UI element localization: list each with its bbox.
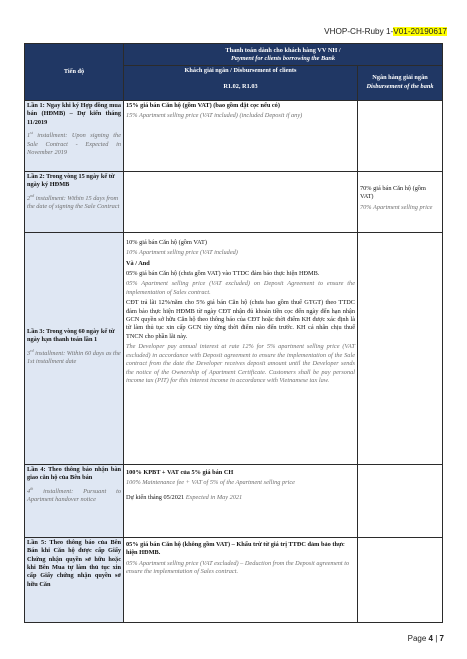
table-header-row (25, 44, 443, 66)
installment-5-bank-cell (358, 537, 443, 622)
page-footer (408, 634, 444, 643)
installment-3-p1-en: 10% Apartment selling price (VAT included) (126, 249, 238, 257)
installment-1-cell: Lần 1: Ngay khi ký Hợp đồng mua bán (HĐMB) – Dự kiến tháng 11/2019 1st installment: Upon signing the Sale Contract - Expected in November 2019 (25, 100, 124, 171)
installment-2-client-cell (124, 171, 358, 232)
installment-3-p3-en: The Developer pay annual interest at rate 12% for 5% apartment selling price (VAT excluded) in accordance with Deposit agreement to ensure the implementation of the Sale contract from the date the Developer receives deposit amount until the Developer sends the notice of the Ownership of Apartment Certificate. Customers shall be pay personal income tax (PIT) for this interest income in accordance with Vietnamese tax law. (126, 343, 355, 384)
installment-3-p3-vi: CĐT trả lãi 12%/năm cho 5% giá bán Căn hộ (chưa bao gồm thuế GTGT) theo TTDC đảm bảo thực hiện HĐMB từ ngày CĐT nhận đủ khoản tiền cọc đến ngày đến hạn nhận GCN quyền sở hữu Căn hộ theo thông báo của CĐT hoặc thời điểm KH được xác định là từ làm thủ tục xin cấp GCN tùy từng thời điểm nào đến trước. KH cá nhân chịu thuế TNCN cho phần lãi này. (126, 299, 355, 340)
installment-3-en: installment: Within 60 days as the 1st installment date (27, 349, 121, 366)
table-row (25, 232, 443, 464)
header-group-vi: Thanh toán dành cho khách hàng VV NH / (225, 47, 341, 54)
installment-4-client-cell (124, 464, 358, 537)
header-schedule (25, 44, 124, 101)
installment-3-p2-en: 05% Apartment selling price (VAT excluded) on Deposit Agreement to ensure the implementation of Sales contract. (126, 280, 355, 296)
installment-4-cell: Lần 4: Theo thông báo nhận bàn giao căn hộ của Bên bán 4th installment: Pursuant to Apartment handover notice (25, 464, 124, 537)
installment-1-en: installment: Upon signing the Sale Contract - Expected in November 2019 (27, 132, 121, 156)
document-version-highlight: V01-20190617 (393, 27, 447, 36)
document-code (324, 27, 447, 36)
page-separator: | (435, 634, 438, 643)
installment-2-bank-cell (358, 171, 443, 232)
header-payment-group (124, 44, 443, 66)
page-total: 7 (439, 634, 444, 643)
header-client-title: Khách giải ngân / Disbursement of clients (184, 66, 297, 74)
payment-schedule-table (24, 43, 443, 623)
header-bank-vi: Ngân hàng giải ngân (372, 74, 428, 82)
installment-3-cell: Lần 3: Trong vòng 60 ngày kể từ ngày hạn thanh toán lần 1 3rd installment: Within 60 days as the 1st installment date (25, 232, 124, 464)
document-code-prefix: VHOP-CH-Ruby 1- (324, 27, 394, 36)
table-row (25, 100, 443, 171)
installment-3-bank-cell (358, 232, 443, 464)
installment-5-vi: Lần 5: Theo thông báo của Bên Bán khi Căn hộ được cấp Giấy Chứng nhận quyền sở hữu hoặc khi Bên Mua tự làm thủ tục xin cấp Giấy chứng nhận quyền sở hữu Căn (27, 538, 121, 588)
installment-2-bank-en: 70% Apartment selling price (360, 203, 433, 211)
installment-1-client-cell (124, 100, 358, 171)
table-row (25, 171, 443, 232)
installment-5-p1-en: 05% Apartment selling price (VAT excluded) – Deduction from the Deposit agreement to ensure the implementation of Sales contract. (126, 559, 350, 576)
table-row (25, 537, 443, 622)
installment-4-expected-vi: Dự kiến tháng 05/2021 (126, 493, 185, 501)
header-schedule-label: Tiến độ (63, 67, 85, 75)
header-client-sub: R1.02, R1.03 (223, 83, 258, 91)
installment-1-vi: Lần 1: Ngay khi ký Hợp đồng mua bán (HĐMB) – (27, 101, 121, 118)
page-label: Page (407, 634, 427, 643)
installment-1-expected: Dự kiến tháng 11/2019 (27, 110, 122, 126)
installment-1-client-en: 15% Apartment selling price (VAT included) (included Deposit if any) (126, 112, 303, 120)
header-bank-en: Disbursement of the bank (366, 82, 434, 90)
header-group-en: Payment for clients borrowing the Bank (230, 55, 336, 63)
installment-4-bank-cell (358, 464, 443, 537)
installment-1-bank-cell (358, 100, 443, 171)
installment-2-vi: Lần 2: Trong vòng 15 ngày kể từ ngày ký HĐMB (27, 172, 115, 189)
table-row (25, 464, 443, 537)
installment-2-bank-vi: 70% giá bán Căn hộ (gồm VAT) (360, 184, 426, 201)
installment-4-en: installment: Pursuant to Apartment handover notice (27, 487, 121, 504)
installment-3-client-cell (124, 232, 358, 464)
installment-4-p1-vi: 100% KPBT + VAT của 5% giá bán CH (126, 468, 234, 476)
installment-3-p2-vi: 05% giá bán Căn hộ (chưa gồm VAT) vào TTDC đảm bảo thực hiện HĐMB. (126, 270, 320, 278)
installment-2-en: installment: Within 15 days from the date of signing the Sale Contract (27, 194, 120, 211)
header-bank-disbursement (358, 65, 443, 100)
installment-1-client-vi: 15% giá bán Căn hộ (gồm VAT) (bao gồm đặt cọc nếu có) (126, 101, 280, 109)
installment-3-vi: Lần 3: Trong vòng 60 ngày kể từ ngày hạn thanh toán lần 1 (27, 327, 115, 344)
header-client-disbursement (124, 65, 358, 100)
page-number: 4 (428, 634, 433, 643)
installment-4-expected-en: Expected in May 2021 (185, 493, 243, 501)
installment-3-and: Và / And (126, 259, 150, 267)
installment-3-p1-vi: 10% giá bán Căn hộ (gồm VAT) (126, 238, 207, 246)
installment-5-p1-vi: 05% giá bán Căn hộ (không gồm VAT) – Khấu trừ từ giá trị TTĐC đảm bảo thực hiện HĐMB. (126, 540, 345, 557)
installment-5-client-cell (124, 537, 358, 622)
installment-4-vi: Lần 4: Theo thông báo nhận bàn giao căn hộ của Bên bán (27, 465, 121, 482)
installment-4-p1-en: 100% Maintenance fee + VAT of 5% of the Apartment selling price (126, 479, 295, 487)
installment-5-cell (25, 537, 124, 622)
installment-2-cell: Lần 2: Trong vòng 15 ngày kể từ ngày ký HĐMB 2nd installment: Within 15 days from the date of signing the Sale Contract (25, 171, 124, 232)
